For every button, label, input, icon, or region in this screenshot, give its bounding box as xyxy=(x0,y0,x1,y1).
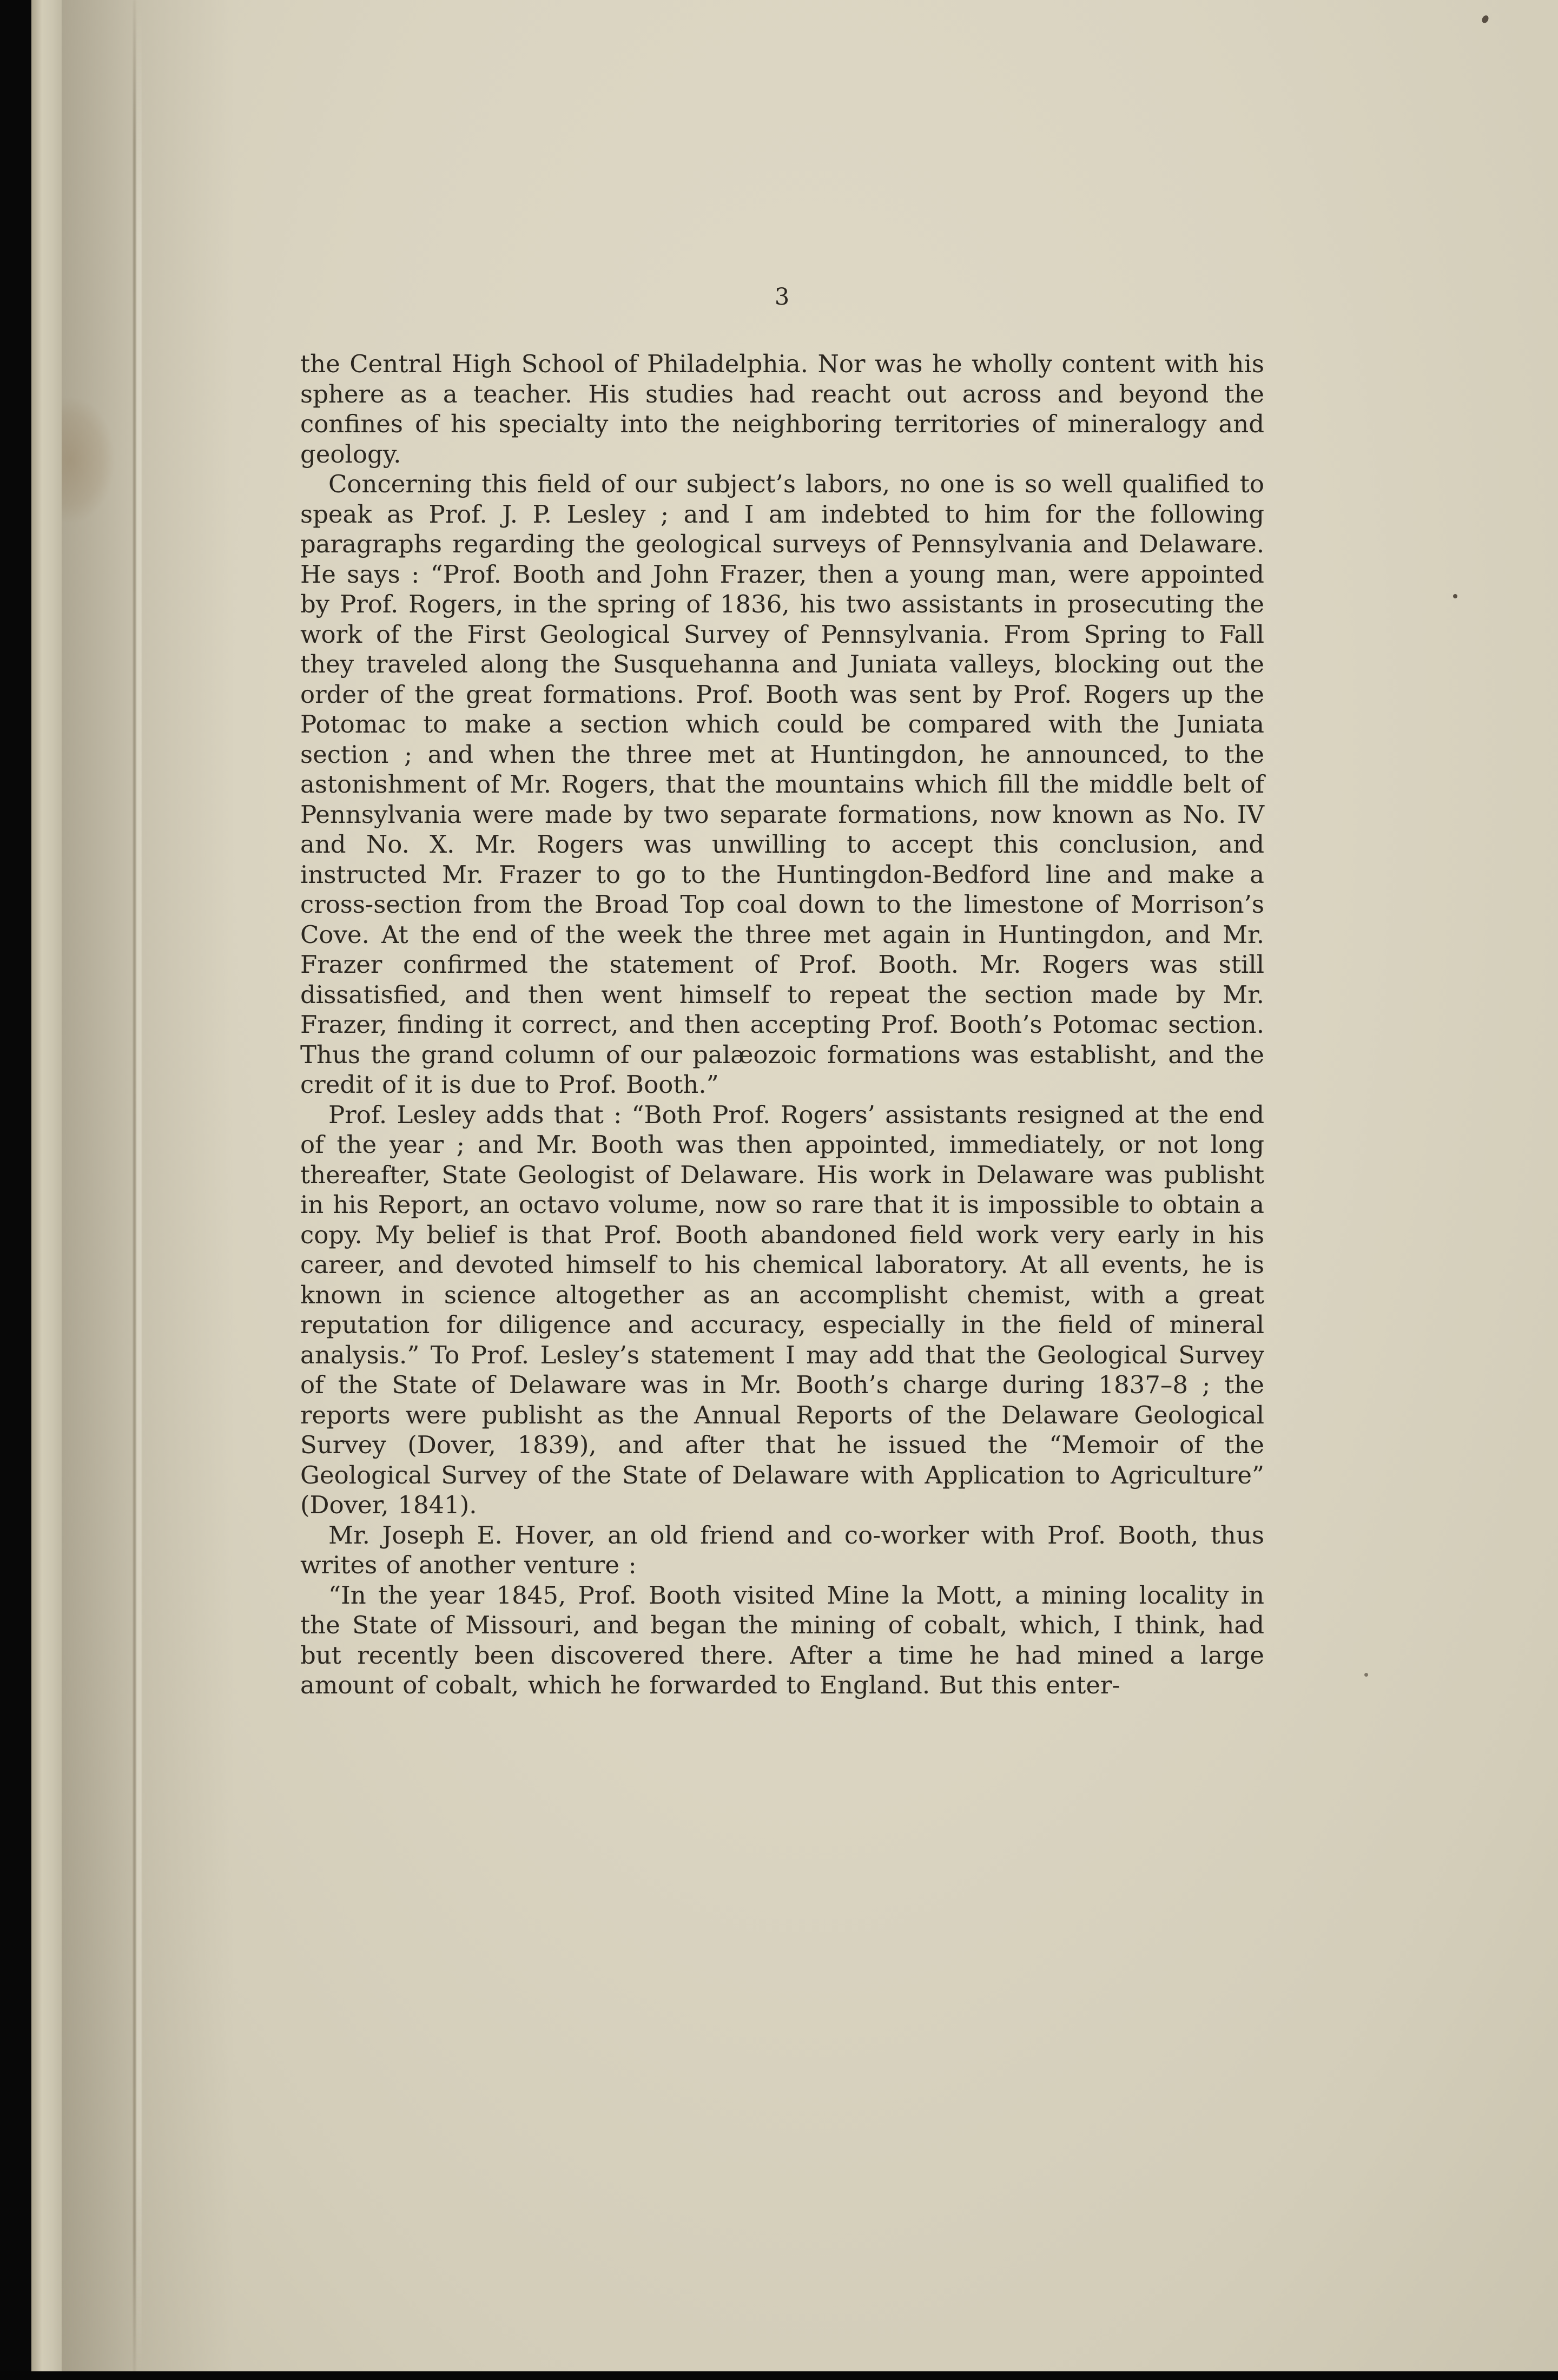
paragraph: Prof. Lesley adds that : “Both Prof. Rogers’ assistants resigned at the end of the year ; and Mr. Booth was then appointed, immediately, or not long thereafter, State Geologist of Delaware. His work in Delaware was publisht in his Report, an octavo volume, now so rare that it is impossible to obtain a copy. My belief is that Prof. Booth abandoned field work very early in his career, and devoted himself to his chemical laboratory. At all events, he is known in science altogether as an accomplisht chemist, with a great reputation for diligence and accuracy, especially in the field of mineral analysis.” To Prof. Lesley’s statement I may add that the Geological Survey of the State of Delaware was in Mr. Booth’s charge during 1837–8 ; the reports were publisht as the Annual Reports of the Delaware Geological Survey (Dover, 1839), and after that he issued the “Memoir of the Geological Survey of the State of Delaware with Application to Agriculture” (Dover, 1841). xyxy=(300,1100,1264,1519)
page-number: 3 xyxy=(774,284,790,311)
scan-edge-bottom xyxy=(0,2371,1558,2380)
paragraph: Mr. Joseph E. Hover, an old friend and co-worker with Prof. Booth, thus writes of another venture : xyxy=(300,1520,1264,1579)
scan-edge-left xyxy=(0,0,31,2380)
paragraph: Concerning this field of our subject’s labors, no one is so well qualified to speak as Prof. J. P. Lesley ; and I am indebted to him for the following paragraphs regarding the geological surveys of Pennsylvania and Delaware. He says : “Prof. Booth and John Frazer, then a young man, were appointed by Prof. Rogers, in the spring of 1836, his two assistants in prosecuting the work of the First Geological Survey of Pennsylvania. From Spring to Fall they traveled along the Susquehanna and Juniata valleys, blocking out the order of the great formations. Prof. Booth was sent by Prof. Rogers up the Potomac to make a section which could be compared with the Juniata section ; and when the three met at Huntingdon, he announced, to the astonishment of Mr. Rogers, that the mountains which fill the middle belt of Pennsylvania were made by two separate formations, now known as No. IV and No. X. Mr. Rogers was unwilling to accept this conclusion, and instructed Mr. Frazer to go to the Huntingdon-Bedford line and make a cross-section from the Broad Top coal down to the limestone of Morrison’s Cove. At the end of the week the three met again in Huntingdon, and Mr. Frazer confirmed the statement of Prof. Booth. Mr. Rogers was still dissatisfied, and then went himself to repeat the section made by Mr. Frazer, finding it correct, and then accepting Prof. Booth’s Potomac section. Thus the grand column of our palæozoic formations was establisht, and the credit of it is due to Prof. Booth.” xyxy=(300,470,1264,1099)
printed-content xyxy=(300,282,1264,1700)
scan-speck xyxy=(1453,594,1457,598)
gutter-shadow xyxy=(62,0,235,2380)
page-body xyxy=(300,349,1264,1700)
page-crease-highlight xyxy=(136,0,142,2380)
page-crease xyxy=(133,0,136,2380)
paragraph: the Central High School of Philadelphia. Nor was he wholly content with his sphere as a teacher. His studies had reacht out across and beyond the confines of his specialty into the neighboring territories of mineralogy and geology. xyxy=(300,350,1264,469)
binding-page-edge xyxy=(31,0,62,2380)
paragraph: “In the year 1845, Prof. Booth visited Mine la Mott, a mining locality in the State of Missouri, and began the mining of cobalt, which, I think, had but recently been discovered there. After a time he had mined a large amount of cobalt, which he forwarded to England. But this enter- xyxy=(300,1580,1264,1699)
scan-speck xyxy=(1364,1673,1368,1677)
scan-speck xyxy=(1481,14,1490,24)
